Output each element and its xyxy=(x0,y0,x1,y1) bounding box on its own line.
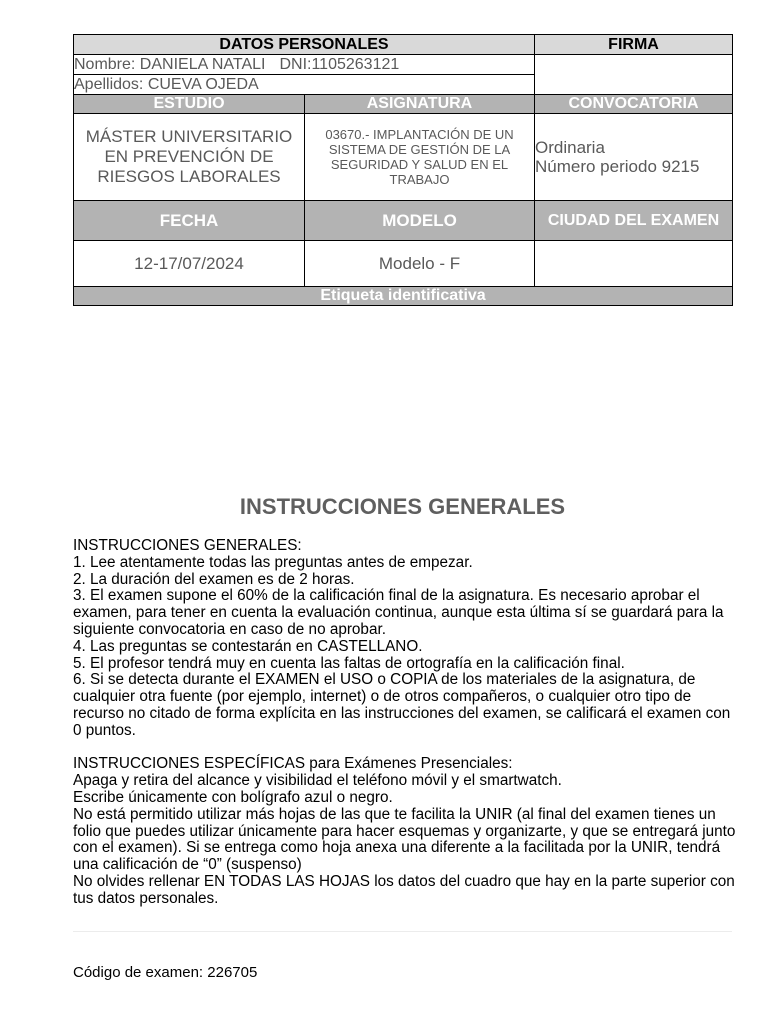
convocatoria-value xyxy=(535,114,733,201)
asignatura-value: 03670.- IMPLANTACIÓN DE UN SISTEMA DE GESTIÓN DE LA SEGURIDAD Y SALUD EN EL TRABAJO xyxy=(305,114,535,201)
asignatura-heading: ASIGNATURA xyxy=(305,95,535,114)
fecha-heading: FECHA xyxy=(74,201,305,241)
exam-code: Código de examen: 226705 xyxy=(73,964,258,981)
nombre-field: Nombre: DANIELA NATALI xyxy=(74,56,266,73)
specific-instruction-item: Escribe únicamente con bolígrafo azul o negro. xyxy=(73,788,393,806)
firma-box xyxy=(535,55,733,95)
convocatoria-type: Ordinaria xyxy=(535,138,605,157)
apellidos-field: Apellidos: CUEVA OJEDA xyxy=(74,75,535,95)
paragraph-gap xyxy=(73,740,738,757)
specific-instructions-heading: INSTRUCCIONES ESPECÍFICAS para Exámenes Presenciales: xyxy=(73,755,513,773)
exam-header-table xyxy=(73,34,733,306)
general-instruction-item: 2. La duración del examen es de 2 horas. xyxy=(73,570,355,588)
convocatoria-heading: CONVOCATORIA xyxy=(535,95,733,114)
general-instruction-item: 4. Las preguntas se contestarán en CASTELLANO. xyxy=(73,637,423,655)
firma-heading: FIRMA xyxy=(535,35,733,55)
general-instruction-item: 5. El profesor tendrá muy en cuenta las faltas de ortografía en la calificación final. xyxy=(73,654,625,672)
instructions-block xyxy=(73,538,738,908)
estudio-heading: ESTUDIO xyxy=(74,95,305,114)
ciudad-value xyxy=(535,241,733,287)
specific-instruction-item: No está permitido utilizar más hojas de las que te facilita la UNIR (al final del examen tienes un folio que puedes utilizar únicamente para hacer esquemas y organizarte, y que se entregará junto con el examen). Si se entrega como hoja anexa una diferente a la facilitada por la UNIR, tendrá una calificación de “0” (suspenso) xyxy=(73,805,736,874)
estudio-value: MÁSTER UNIVERSITARIO EN PREVENCIÓN DE RIESGOS LABORALES xyxy=(74,114,305,201)
fecha-value: 12-17/07/2024 xyxy=(74,241,305,287)
specific-instruction-item: No olvides rellenar EN TODAS LAS HOJAS los datos del cuadro que hay en la parte superior con tus datos personales. xyxy=(73,872,735,907)
general-instruction-item: 1. Lee atentamente todas las preguntas antes de empezar. xyxy=(73,553,473,571)
general-instructions-heading: INSTRUCCIONES GENERALES: xyxy=(73,537,302,554)
general-instruction-item: 3. El examen supone el 60% de la calificación final de la asignatura. Es necesario aprobar el examen, para tener en cuenta la evaluación continua, aunque esta última sí se guardará para la siguiente convocatoria en caso de no aprobar. xyxy=(73,587,724,638)
general-instruction-item: 6. Si se detecta durante el EXAMEN el USO o COPIA de los materiales de la asignatura, de cualquier otra fuente (por ejemplo, internet) o de otros compañeros, o cualquier otro tipo de recurso no citado de forma explícita en las instrucciones del examen, se calificará el examen con 0 puntos. xyxy=(73,671,731,739)
convocatoria-periodo: Número periodo 9215 xyxy=(535,157,700,176)
modelo-heading: MODELO xyxy=(305,201,535,241)
dni-field: DNI:1105263121 xyxy=(279,56,400,73)
page-title: INSTRUCCIONES GENERALES xyxy=(239,494,566,519)
divider xyxy=(73,931,732,932)
datos-personales-heading: DATOS PERSONALES xyxy=(74,35,535,55)
modelo-value: Modelo - F xyxy=(305,241,535,287)
etiqueta-identificativa: Etiqueta identificativa xyxy=(74,287,733,306)
ciudad-heading: CIUDAD DEL EXAMEN xyxy=(535,201,733,241)
nombre-row xyxy=(74,55,535,75)
specific-instruction-item: Apaga y retira del alcance y visibilidad el teléfono móvil y el smartwatch. xyxy=(73,772,562,790)
